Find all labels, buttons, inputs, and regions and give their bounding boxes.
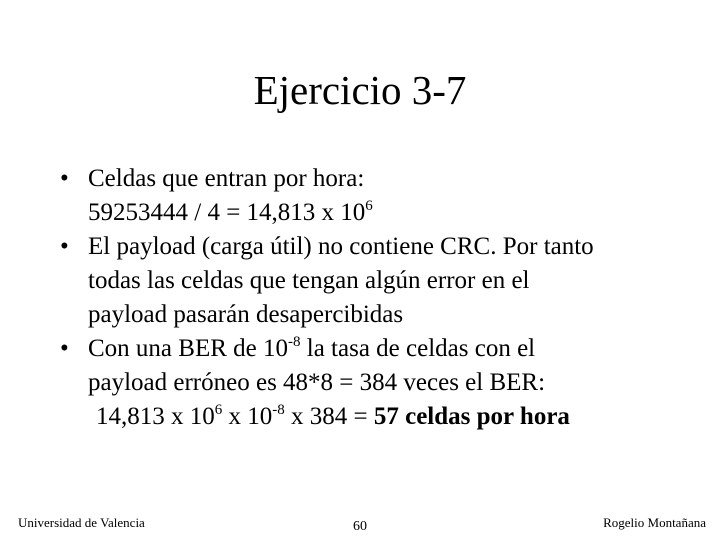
footer-page-number: 60 (353, 519, 367, 534)
result-value: 57 celdas por hora (373, 403, 570, 430)
bullet-list (60, 162, 700, 434)
exponent: 6 (365, 198, 373, 214)
footer-institution: Universidad de Valencia (18, 515, 145, 530)
bullet-text (88, 196, 700, 230)
bullet-text: Celdas que entran por hora: (88, 165, 365, 192)
text-fragment: Con una BER de 10 (88, 335, 288, 362)
bullet-marker: • (60, 165, 69, 192)
footer-author: Rogelio Montañana (603, 515, 706, 530)
text-fragment: x 384 = (284, 403, 374, 430)
bullet-marker: • (60, 335, 69, 362)
slide-title: Ejercicio 3-7 (253, 67, 467, 113)
text-fragment: 14,813 x 10 (96, 403, 215, 430)
exponent: -8 (288, 334, 301, 350)
bullet-text: El payload (carga útil) no contiene CRC. Por tanto (88, 233, 594, 260)
text-fragment: la tasa de celdas con el (300, 335, 536, 362)
bullet-text: payload erróneo es 48*8 = 384 veces el BER: (88, 369, 546, 396)
exponent: 6 (214, 402, 223, 418)
exponent: -8 (272, 402, 285, 418)
bullet-marker: • (60, 233, 69, 260)
bullet-item-cells-per-hour (60, 162, 700, 230)
text-fragment: x 10 (222, 403, 273, 430)
bullet-text (88, 332, 700, 366)
bullet-text: todas las celdas que tengan algún error en el (88, 267, 530, 294)
bullet-text: payload pasarán desapercibidas (88, 301, 404, 328)
result-equation (88, 400, 700, 434)
bullet-item-payload-crc (60, 230, 700, 332)
equation-text: 59253444 / 4 = 14,813 x 10 (88, 199, 366, 226)
bullet-item-ber (60, 332, 700, 434)
